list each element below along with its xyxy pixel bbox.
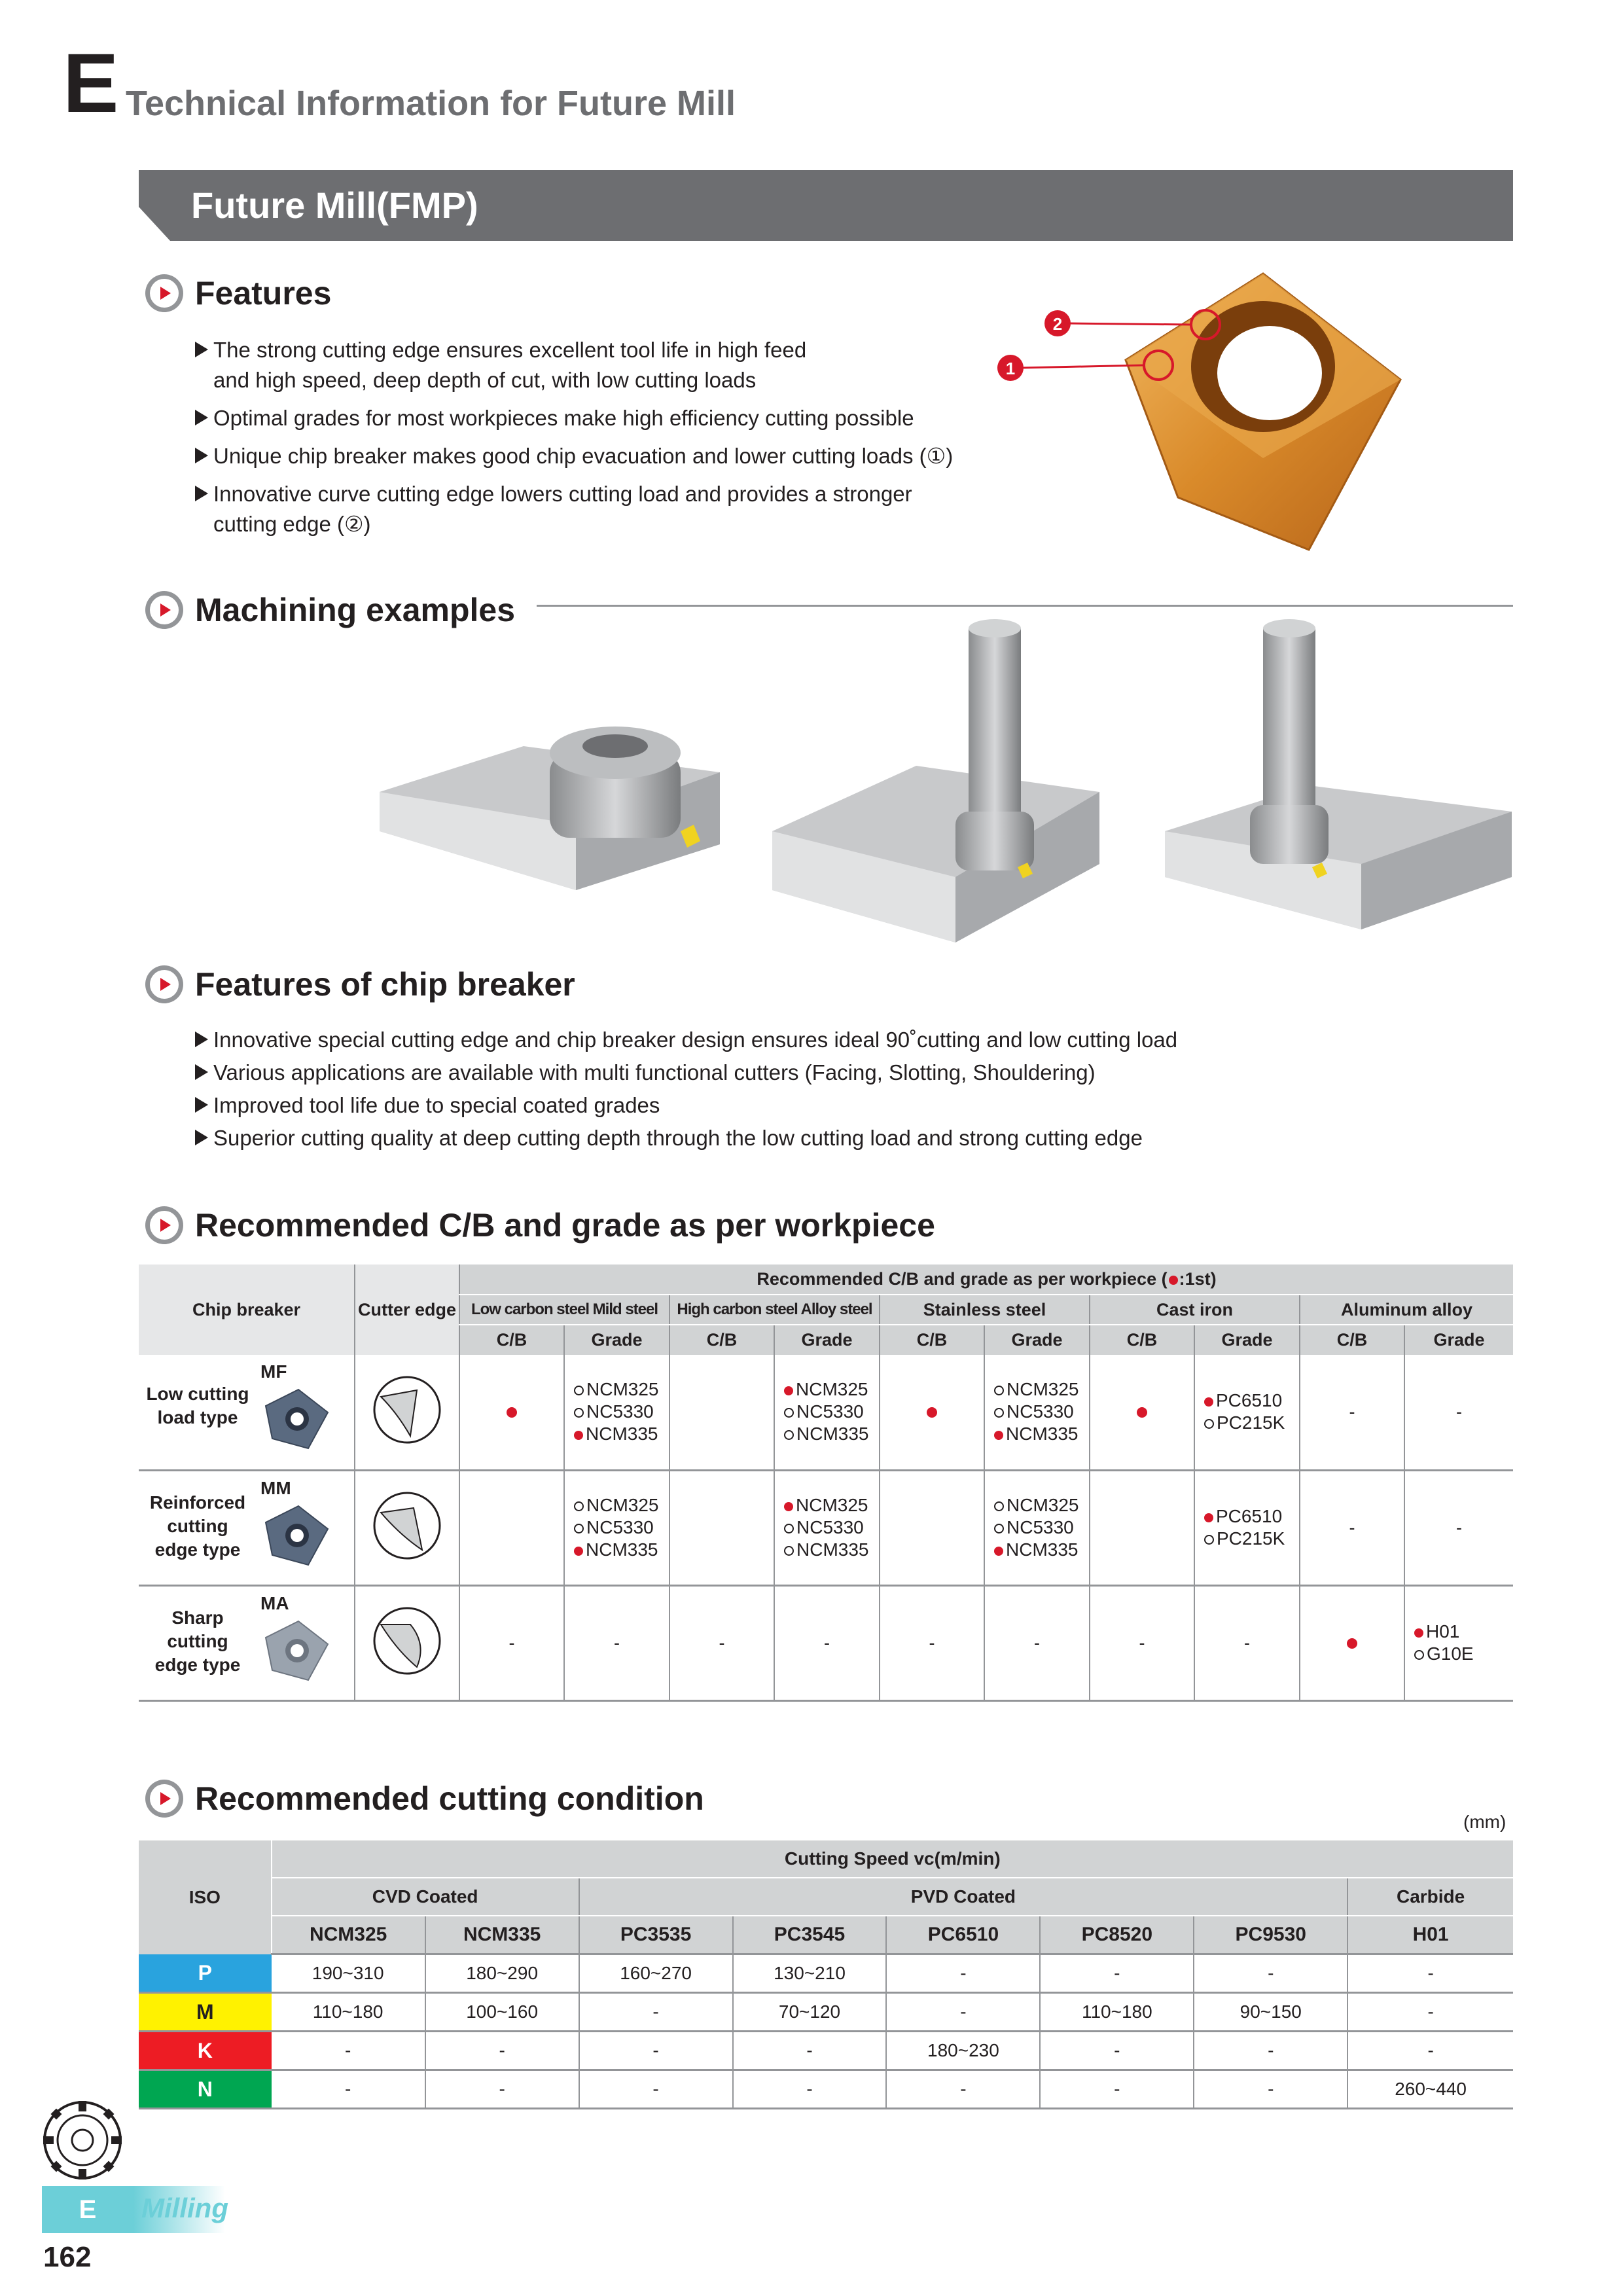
grade-cell: - [774, 1585, 880, 1700]
unit-label: (mm) [1463, 1812, 1507, 1832]
row-label: Reinforced cutting edge type [149, 1492, 246, 1560]
speed-cell: - [886, 2070, 1040, 2109]
list-item: Various applications are available with multi functional cutters (Facing, Slotting, Shouldering) [194, 1058, 1437, 1088]
speed-cell: 260~440 [1347, 2070, 1513, 2109]
speed-cell: - [579, 1993, 733, 2032]
speed-cell: - [579, 2032, 733, 2070]
group-pvd: PVD Coated [579, 1878, 1348, 1916]
row-label: Sharp cutting edge type [154, 1607, 241, 1675]
cb-cell [880, 1355, 984, 1470]
callout-1: 1 [1005, 359, 1016, 378]
iso-n: N [139, 2070, 272, 2109]
list-item: Unique chip breaker makes good chip evacuation and lower cutting loads (①) [194, 441, 979, 471]
grade-cell: - [1194, 1585, 1300, 1700]
features-heading [145, 274, 331, 313]
first-choice-dot-icon [1347, 1638, 1357, 1649]
table-row [139, 2032, 1513, 2070]
grade-cell: H01 G10E [1404, 1585, 1513, 1700]
chip-breaker-cell [139, 1585, 355, 1700]
banner-title: Future Mill(FMP) [191, 185, 478, 226]
grade-cell: - [1404, 1355, 1513, 1470]
speed-cell: 110~180 [1040, 1993, 1194, 2032]
first-choice-dot-icon [1137, 1407, 1147, 1418]
speed-cell: - [1194, 2070, 1347, 2109]
machining-title: Machining examples [195, 592, 516, 628]
group-cvd: CVD Coated [272, 1878, 579, 1916]
grade-cell: NCM325 NC5330 NCM335 [984, 1470, 1090, 1585]
section-arrow-icon [145, 1780, 183, 1818]
machining-illustrations [380, 615, 1518, 956]
speed-cell: 190~310 [272, 1954, 425, 1993]
sub-grade: Grade [1194, 1325, 1300, 1355]
cutter-edge-cell [355, 1355, 459, 1470]
section-arrow-icon [145, 274, 183, 312]
row-code: MM [260, 1477, 291, 1498]
chapter-letter: E [63, 37, 119, 130]
features-list [194, 335, 979, 539]
grade-cell: - [1404, 1470, 1513, 1585]
sub-cb: C/B [1090, 1325, 1194, 1355]
speed-cell: - [1347, 1954, 1513, 1993]
grade-cell: PC6510 PC215K [1194, 1355, 1300, 1470]
insert-mm-icon [259, 1503, 331, 1568]
cutter-edge-mf-icon [371, 1374, 443, 1446]
speed-cell: 100~160 [425, 1993, 579, 2032]
insert-ma-icon [259, 1618, 331, 1683]
grade-header: PC3535 [579, 1916, 733, 1954]
cutter-edge-mm-icon [371, 1490, 443, 1562]
cutting-heading [145, 1779, 704, 1818]
list-item: The strong cutting edge ensures excellent tool life in high feed [194, 335, 979, 365]
chip-breaker-cell [139, 1470, 355, 1585]
row-code: MA [260, 1592, 289, 1613]
grade-cell: NCM325 NC5330 NCM335 [564, 1355, 669, 1470]
footer-section: Milling [141, 2193, 228, 2223]
speed-cell: 160~270 [579, 1954, 733, 1993]
section-arrow-icon [145, 965, 183, 1003]
cb-cell: - [1300, 1355, 1404, 1470]
page-number: 162 [43, 2241, 92, 2273]
insert-illustration [982, 268, 1414, 556]
cb-cell: - [1090, 1585, 1194, 1700]
cb-cell [1300, 1585, 1404, 1700]
group-carbide: Carbide [1347, 1878, 1513, 1916]
speed-cell: - [886, 1993, 1040, 2032]
list-item: Innovative special cutting edge and chip breaker design ensures ideal 90˚cutting and low cutting load [194, 1025, 1437, 1055]
grade-cell: - [984, 1585, 1090, 1700]
speed-cell: - [1347, 2032, 1513, 2070]
speed-cell: - [733, 2032, 887, 2070]
sub-cb: C/B [880, 1325, 984, 1355]
chip-breaker-heading [145, 965, 575, 1004]
list-item: Superior cutting quality at deep cutting depth through the low cutting load and strong cutting edge [194, 1123, 1437, 1153]
cb-cell: - [459, 1585, 564, 1700]
iso-m: M [139, 1993, 272, 2032]
speed-cell: 130~210 [733, 1954, 887, 1993]
speed-header: Cutting Speed vc(m/min) [272, 1840, 1513, 1878]
col-cutter-edge: Cutter edge [355, 1265, 459, 1355]
list-item-continued: cutting edge (②) [213, 512, 371, 536]
speed-cell: - [272, 2032, 425, 2070]
speed-cell: - [733, 2070, 887, 2109]
grade-header: NCM325 [272, 1916, 425, 1954]
grade-header: PC8520 [1040, 1916, 1194, 1954]
list-item: Innovative curve cutting edge lowers cutting load and provides a stronger [194, 479, 979, 509]
speed-cell: 90~150 [1194, 1993, 1347, 2032]
grade-header: H01 [1347, 1916, 1513, 1954]
speed-cell: - [425, 2070, 579, 2109]
sub-grade: Grade [1404, 1325, 1513, 1355]
speed-cell: 70~120 [733, 1993, 887, 2032]
speed-cell: 110~180 [272, 1993, 425, 2032]
material-cast-iron: Cast iron [1090, 1295, 1300, 1325]
table-row [139, 1585, 1513, 1700]
chip-breaker-list [194, 1025, 1437, 1156]
list-item: Improved tool life due to special coated grades [194, 1090, 1437, 1121]
grade-cell: NCM325 NC5330 NCM335 [774, 1355, 880, 1470]
speed-cell: - [1194, 1954, 1347, 1993]
list-item: Optimal grades for most workpieces make high efficiency cutting possible [194, 403, 979, 433]
cb-cell [669, 1470, 774, 1585]
first-choice-dot-icon [1169, 1276, 1178, 1285]
table-row [139, 1470, 1513, 1585]
table-row [139, 1954, 1513, 1993]
speed-cell: 180~290 [425, 1954, 579, 1993]
material-aluminum: Aluminum alloy [1300, 1295, 1513, 1325]
iso-header: ISO [139, 1840, 272, 1954]
first-choice-dot-icon [927, 1407, 937, 1418]
recommend-heading [145, 1206, 935, 1245]
cb-cell [459, 1470, 564, 1585]
col-chip-breaker: Chip breaker [139, 1265, 355, 1355]
cb-cell [880, 1470, 984, 1585]
grade-cell: NCM325 NC5330 NCM335 [564, 1470, 669, 1585]
section-divider [537, 605, 1513, 607]
iso-k: K [139, 2032, 272, 2070]
table-row [139, 2070, 1513, 2109]
speed-cell: - [1347, 1993, 1513, 2032]
grade-cell: - [564, 1585, 669, 1700]
grade-header: PC9530 [1194, 1916, 1347, 1954]
chip-breaker-cell [139, 1355, 355, 1470]
speed-cell: - [1040, 2032, 1194, 2070]
speed-cell: - [1040, 1954, 1194, 1993]
material-high-carbon: High carbon steel Alloy steel [669, 1295, 880, 1325]
list-item-continued: and high speed, deep depth of cut, with low cutting loads [213, 368, 757, 392]
sub-cb: C/B [1300, 1325, 1404, 1355]
cb-cell [1090, 1470, 1194, 1585]
table-row [139, 1355, 1513, 1470]
speed-cell: - [1194, 2032, 1347, 2070]
footer-tab: E [42, 2186, 134, 2233]
grade-header: PC3545 [733, 1916, 887, 1954]
chip-breaker-title: Features of chip breaker [195, 966, 575, 1003]
cb-cell [459, 1355, 564, 1470]
grade-cell: NCM325 NC5330 NCM335 [984, 1355, 1090, 1470]
page-title: Technical Information for Future Mill [126, 84, 736, 123]
speed-cell: - [1040, 2070, 1194, 2109]
recommend-title: Recommended C/B and grade as per workpiece [195, 1207, 935, 1244]
speed-cell: - [886, 1954, 1040, 1993]
cutting-table [139, 1840, 1513, 2109]
row-code: MF [260, 1361, 287, 1382]
cutter-edge-cell [355, 1470, 459, 1585]
recommend-table [139, 1265, 1513, 1702]
cutter-edge-cell [355, 1585, 459, 1700]
recommend-header-top: Recommended C/B and grade as per workpiece ( :1st) [459, 1265, 1513, 1295]
callout-2: 2 [1052, 314, 1063, 334]
sub-grade: Grade [984, 1325, 1090, 1355]
cutter-edge-ma-icon [371, 1605, 443, 1677]
insert-mf-icon [259, 1386, 331, 1452]
cb-cell: - [880, 1585, 984, 1700]
grade-cell: NCM325 NC5330 NCM335 [774, 1470, 880, 1585]
section-arrow-icon [145, 1206, 183, 1244]
iso-p: P [139, 1954, 272, 1993]
table-row [139, 1993, 1513, 2032]
sub-grade: Grade [564, 1325, 669, 1355]
speed-cell: - [579, 2070, 733, 2109]
cb-cell: - [669, 1585, 774, 1700]
cb-cell: - [1300, 1470, 1404, 1585]
cb-cell [669, 1355, 774, 1470]
grade-cell: PC6510 PC215K [1194, 1470, 1300, 1585]
cutting-title: Recommended cutting condition [195, 1780, 704, 1817]
row-label: Low cutting load type [146, 1384, 249, 1427]
material-low-carbon: Low carbon steel Mild steel [459, 1295, 669, 1325]
speed-cell: - [272, 2070, 425, 2109]
sub-cb: C/B [669, 1325, 774, 1355]
speed-cell: - [425, 2032, 579, 2070]
cb-cell [1090, 1355, 1194, 1470]
features-title: Features [195, 275, 332, 312]
milling-cutter-icon [41, 2098, 124, 2182]
grade-header: NCM335 [425, 1916, 579, 1954]
first-choice-dot-icon [507, 1407, 517, 1418]
grade-header: PC6510 [886, 1916, 1040, 1954]
material-stainless: Stainless steel [880, 1295, 1090, 1325]
section-arrow-icon [145, 591, 183, 629]
speed-cell: 180~230 [886, 2032, 1040, 2070]
sub-grade: Grade [774, 1325, 880, 1355]
sub-cb: C/B [459, 1325, 564, 1355]
